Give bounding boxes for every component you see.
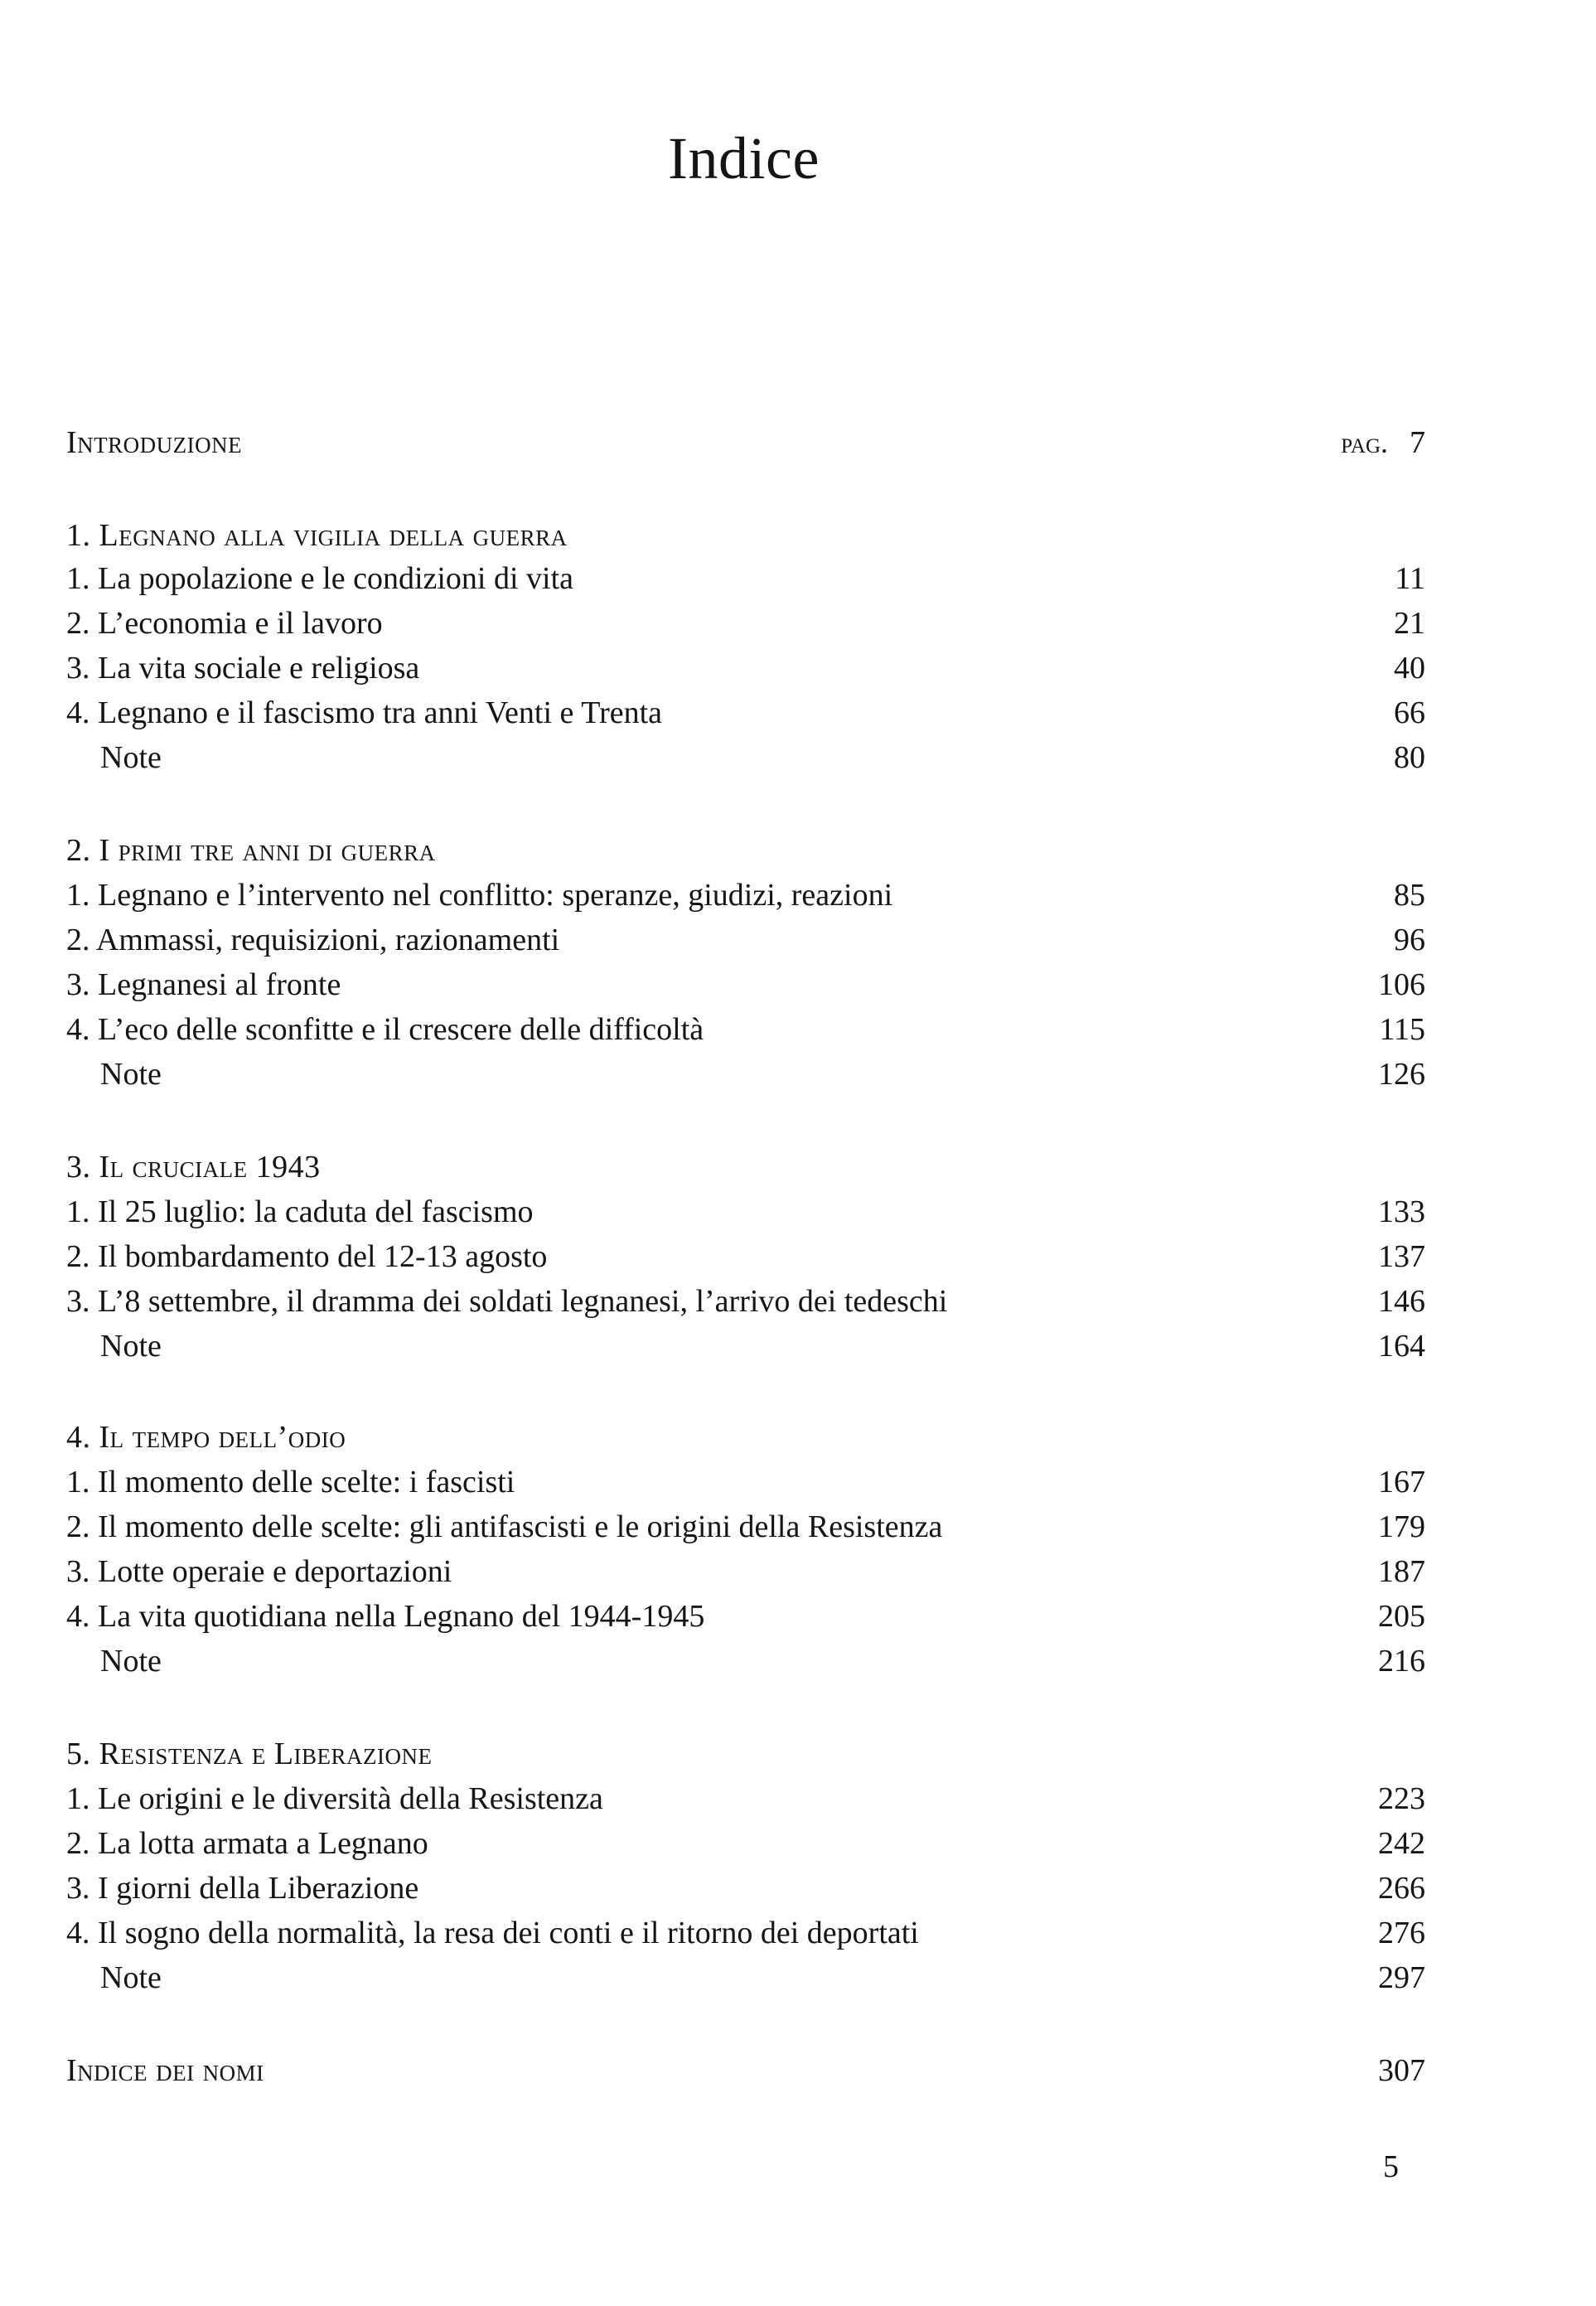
chapter-heading [0, 1147, 1425, 1187]
entry-text: 2. Il momento delle scelte: gli antifascisti e le origini della Resistenza [66, 1509, 943, 1544]
entry-page: 96 [1394, 923, 1425, 957]
notes-page: 80 [1394, 740, 1425, 775]
entry-text: 1. Il 25 luglio: la caduta del fascismo [66, 1194, 534, 1229]
page-prefix: pag. [1341, 426, 1388, 459]
toc-entry [0, 965, 1425, 1005]
entry-page: 187 [1378, 1554, 1425, 1589]
toc-entry [0, 920, 1425, 960]
toc-notes [0, 1054, 1425, 1094]
entry-page: 266 [1378, 1871, 1425, 1906]
toc-entry [0, 1868, 1425, 1908]
entry-page: 242 [1378, 1826, 1425, 1861]
entry-text: 2. Ammassi, requisizioni, razionamenti [66, 923, 560, 957]
toc-entry [0, 875, 1425, 915]
entry-page: 106 [1378, 967, 1425, 1002]
toc-entry [0, 1010, 1425, 1049]
chapter-1-heading: 1. Legnano alla vigilia della guerra [66, 518, 568, 553]
notes-text: Note [100, 1057, 162, 1092]
toc-entry [0, 1192, 1425, 1232]
toc-entry [0, 603, 1425, 643]
notes-page: 164 [1378, 1329, 1425, 1364]
chapter-heading [0, 1734, 1425, 1774]
entry-text: 4. Legnano e il fascismo tra anni Venti e Trenta [66, 695, 663, 730]
entry-text: 3. I giorni della Liberazione [66, 1871, 419, 1906]
entry-text: 3. Lotte operaie e deportazioni [66, 1554, 452, 1589]
entry-page: 11 [1395, 561, 1425, 596]
chapter-heading [0, 516, 1425, 555]
toc-entry [0, 1462, 1425, 1502]
notes-text: Note [100, 1329, 162, 1364]
toc-entry [0, 1596, 1425, 1636]
entry-page: 85 [1394, 878, 1425, 913]
toc-entry [0, 1507, 1425, 1547]
notes-text: Note [100, 1644, 162, 1679]
entry-page: 115 [1379, 1012, 1425, 1047]
entry-text: 1. La popolazione e le condizioni di vita [66, 561, 574, 596]
chapter-heading [0, 831, 1425, 870]
page-title: Indice [668, 125, 820, 191]
toc-entry [0, 1281, 1425, 1321]
notes-text: Note [100, 1960, 162, 1995]
entry-text: 4. Il sogno della normalità, la resa dei conti e il ritorno dei deportati [66, 1916, 919, 1950]
index-of-names-label: Indice dei nomi [66, 2053, 264, 2088]
entry-page: 179 [1378, 1509, 1425, 1544]
notes-page: 297 [1378, 1960, 1425, 1995]
notes-page: 126 [1378, 1057, 1425, 1092]
entry-page: 276 [1378, 1916, 1425, 1950]
toc-index-of-names [0, 2051, 1425, 2090]
entry-text: 1. Il momento delle scelte: i fascisti [66, 1465, 515, 1499]
toc-entry [0, 1913, 1425, 1953]
entry-page: 40 [1394, 651, 1425, 686]
entry-page: 21 [1394, 606, 1425, 641]
toc-entry [0, 559, 1425, 598]
toc-entry [0, 1552, 1425, 1591]
entry-text: 4. La vita quotidiana nella Legnano del 1944-1945 [66, 1599, 705, 1634]
entry-text: 3. L’8 settembre, il dramma dei soldati legnanesi, l’arrivo dei tedeschi [66, 1284, 948, 1319]
toc-notes [0, 1958, 1425, 1998]
entry-page: 137 [1378, 1239, 1425, 1274]
entry-text: 4. L’eco delle sconfitte e il crescere delle difficoltà [66, 1012, 704, 1047]
entry-text: 2. L’economia e il lavoro [66, 606, 383, 641]
notes-page: 216 [1378, 1644, 1425, 1679]
toc-entry [0, 693, 1425, 733]
toc-notes [0, 1326, 1425, 1366]
introduction-label: Introduzione [66, 425, 243, 460]
entry-page: 66 [1394, 695, 1425, 730]
toc-introduction [0, 423, 1425, 463]
entry-page: 133 [1378, 1194, 1425, 1229]
introduction-page [1341, 423, 1425, 463]
chapter-heading [0, 1417, 1425, 1457]
entry-text: 3. Legnanesi al fronte [66, 967, 341, 1002]
chapter-5-heading: 5. Resistenza e Liberazione [66, 1737, 433, 1771]
entry-page: 167 [1378, 1465, 1425, 1499]
chapter-3-heading: 3. Il cruciale 1943 [66, 1150, 321, 1184]
toc-entry [0, 1779, 1425, 1819]
toc-entry [0, 648, 1425, 688]
toc-entry [0, 1237, 1425, 1277]
page-number: 5 [1383, 2149, 1399, 2184]
chapter-4-heading: 4. Il tempo dell’odio [66, 1420, 346, 1455]
index-of-names-page: 307 [1378, 2053, 1425, 2088]
toc-notes [0, 738, 1425, 778]
entry-page: 205 [1378, 1599, 1425, 1634]
entry-text: 2. La lotta armata a Legnano [66, 1826, 428, 1861]
entry-text: 3. La vita sociale e religiosa [66, 651, 420, 686]
entry-page: 223 [1378, 1781, 1425, 1816]
chapter-2-heading: 2. I primi tre anni di guerra [66, 833, 436, 868]
entry-page: 146 [1378, 1284, 1425, 1319]
entry-text: 2. Il bombardamento del 12-13 agosto [66, 1239, 548, 1274]
toc-entry [0, 1824, 1425, 1863]
toc-notes [0, 1641, 1425, 1681]
notes-text: Note [100, 740, 162, 775]
entry-text: 1. Legnano e l’intervento nel conflitto: speranze, giudizi, reazioni [66, 878, 893, 913]
entry-text: 1. Le origini e le diversità della Resistenza [66, 1781, 603, 1816]
introduction-page-number: 7 [1410, 425, 1425, 460]
